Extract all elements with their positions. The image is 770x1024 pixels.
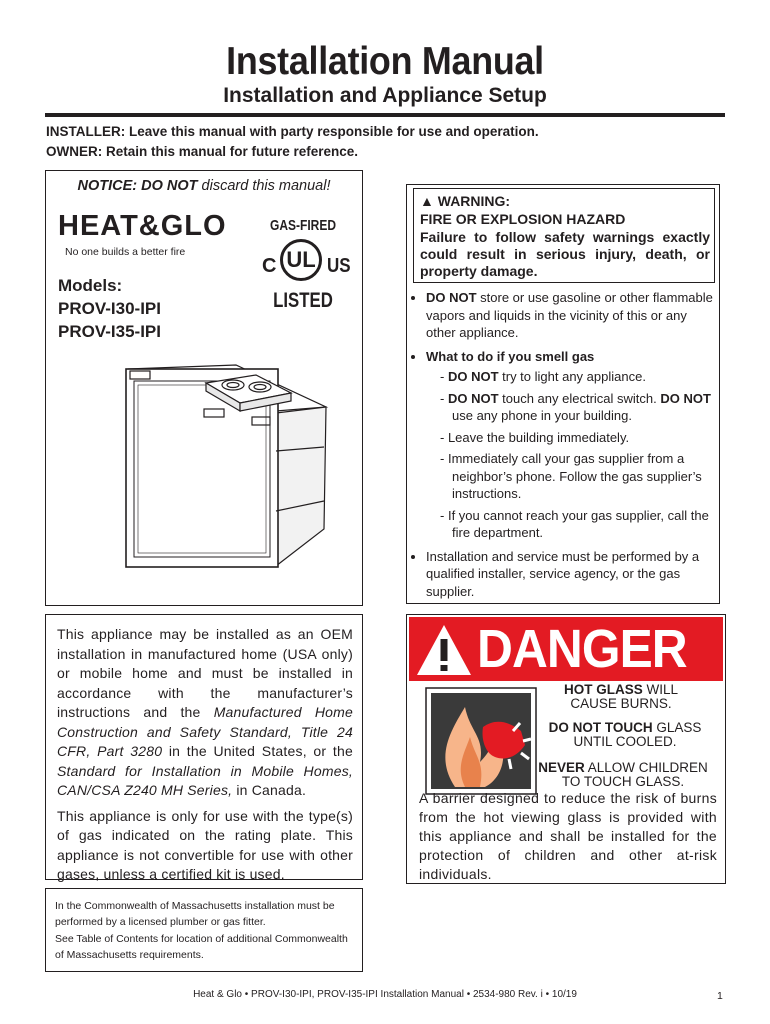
ul-logo: UL	[280, 239, 322, 281]
emph: DO NOT	[660, 390, 711, 406]
notice-prefix: NOTICE: DO NOT	[77, 178, 198, 194]
step-light: - DO NOT try to light any appliance.	[440, 369, 646, 384]
step-call: - Immediately call your gas supplier from a neighbor’s phone. Follow the gas supplier’s instructions.	[440, 451, 702, 501]
warning-box	[406, 184, 720, 604]
line	[525, 721, 725, 735]
text: If you cannot reach your gas supplier, call the fire department.	[447, 507, 709, 540]
text: try to light any appliance.	[498, 369, 646, 384]
danger-word: DANGER	[477, 619, 687, 679]
warning-heading	[420, 193, 510, 210]
do-not-touch-warning	[525, 721, 725, 749]
oem-text	[57, 625, 353, 891]
oem-paragraph-2: This appliance is only for use with the type(s) of gas indicated on the rating plate. This appliance is not convertible for use with other gases, unless a certified kit is used.	[57, 807, 353, 882]
step-fire-dept: - If you cannot reach your gas supplier, call the fire department.	[440, 507, 709, 540]
text: touch any electrical switch.	[498, 390, 661, 406]
line	[517, 761, 729, 775]
emph: DO NOT TOUCH	[548, 720, 653, 735]
footer: Heat & Glo • PROV-I30-IPI, PROV-I35-IPI Installation Manual • 2534-980 Rev. i • 10/19	[193, 989, 577, 1000]
page-subtitle: Installation and Appliance Setup	[223, 84, 547, 107]
notice	[46, 178, 362, 194]
text: store or use gasoline or other flammable vapors and liquids in the vicinity of this or any other appliance.	[426, 290, 713, 340]
text: Immediately call your gas supplier from a neighbor’s phone. Follow the gas supplier’s instructions.	[447, 451, 702, 501]
model-2: PROV-I35-IPI	[58, 322, 161, 341]
installer-instruction: INSTALLER: Leave this manual with party responsible for use and operation.	[46, 124, 539, 139]
page-number: 1	[717, 990, 723, 1002]
warning-item-service	[426, 548, 717, 601]
text: Leave the building immediately.	[447, 429, 630, 445]
models-block	[58, 274, 161, 343]
line	[521, 683, 721, 697]
danger-box	[406, 614, 726, 884]
line: CAUSE BURNS.	[570, 696, 672, 711]
warning-triangle-icon	[415, 623, 473, 677]
gas-fired-label: GAS-FIRED	[270, 217, 336, 234]
standard-ref: Standard for Installation in Mobile Homes, CAN/CSA Z240 MH Series,	[57, 762, 353, 798]
text: Installation and service must be performed by a qualified installer, service agency, or the gas supplier.	[426, 548, 700, 599]
text: WILL	[642, 682, 679, 697]
text: This appliance may be installed as an OEM installation in manufactured home (USA only) or mobile home and must be installed in accordance with the manufacturer’s instructions and the	[57, 626, 353, 720]
massachusetts-paragraph-2: See Table of Contents for location of additional Commonwealth of Massachusetts requirements.	[55, 933, 348, 961]
ul-c: C	[262, 255, 277, 277]
page-title: Installation Manual	[226, 40, 544, 83]
heat-glo-logo: HEAT&GLO	[58, 210, 227, 242]
smell-gas-steps	[426, 368, 717, 542]
warning-item-smell-gas	[426, 348, 717, 542]
warning-heading-text: WARNING:	[437, 193, 511, 209]
line: UNTIL COOLED.	[573, 734, 677, 749]
listed-label: LISTED	[273, 289, 333, 312]
models-label: Models:	[58, 276, 123, 295]
line: TO TOUCH GLASS.	[561, 774, 685, 789]
text: GLASS	[652, 720, 702, 735]
massachusetts-box	[45, 888, 363, 972]
hazard-text: FIRE OR EXPLOSION HAZARD	[420, 211, 626, 227]
hot-glass-warning	[521, 683, 721, 711]
model-1: PROV-I30-IPI	[58, 299, 161, 318]
fireplace-illustration	[116, 361, 331, 571]
emph: DO NOT	[447, 390, 499, 406]
barrier-text: A barrier designed to reduce the risk of burns from the hot viewing glass is provided with this appliance and shall be installed for the protection of children and other at-risk individuals.	[419, 790, 717, 882]
emph: NEVER	[538, 760, 585, 775]
massachusetts-text	[55, 898, 357, 964]
notice-suffix: discard this manual!	[197, 178, 331, 194]
oem-box	[45, 614, 363, 880]
emph: DO NOT	[426, 290, 477, 305]
cover-box	[45, 170, 363, 606]
owner-instruction: OWNER: Retain this manual for future reference.	[46, 144, 359, 159]
danger-banner	[409, 617, 723, 681]
warning-summary: Failure to follow safety warnings exactly could result in serious injury, death, or property damage.	[420, 229, 710, 279]
text: in the United States, or the	[162, 743, 353, 759]
step-switch: - DO NOT touch any electrical switch. DO NOT use any phone in your building.	[440, 390, 711, 423]
warning-triangle-icon: ▲	[420, 193, 434, 209]
emph: DO NOT	[447, 369, 499, 384]
text: ALLOW CHILDREN	[584, 760, 708, 775]
text: in Canada.	[232, 782, 307, 798]
warning-list	[407, 289, 717, 606]
massachusetts-paragraph-1: In the Commonwealth of Massachusetts installation must be performed by a licensed plumber or gas fitter.	[55, 900, 335, 928]
text: use any phone in your building.	[452, 408, 632, 423]
smell-gas-label: What to do if you smell gas	[426, 348, 595, 364]
header-rule	[45, 113, 725, 117]
emph: HOT GLASS	[563, 682, 643, 697]
step-leave: - Leave the building immediately.	[440, 429, 630, 445]
standard-ref: Manufactured Home Construction and Safety Standard, Title 24 CFR, Part 3280	[57, 704, 353, 759]
ul-us: US	[327, 255, 351, 277]
oem-paragraph-1	[57, 625, 353, 801]
warning-header-box	[413, 188, 715, 283]
logo-tagline: No one builds a better fire	[65, 246, 186, 258]
warning-item-gasoline	[426, 289, 717, 342]
children-warning	[517, 761, 729, 789]
